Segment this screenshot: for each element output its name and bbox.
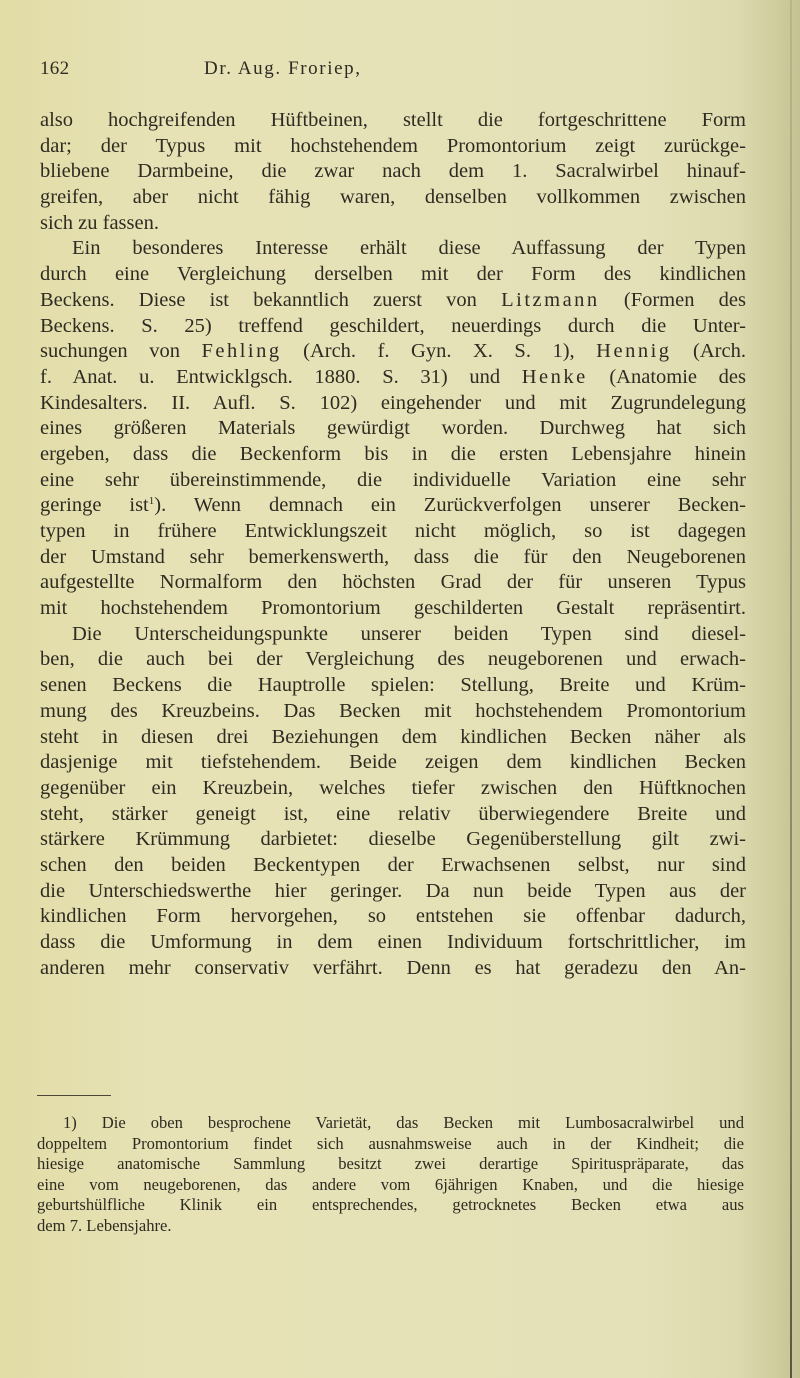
text-line: dasjenige mit tiefstehendem. Beide zeigen dem kindlichen Becken [40, 751, 746, 774]
paragraph-start-line: Die Unterscheidungspunkte unserer beiden Typen sind diesel- [72, 622, 746, 645]
footnote-separator-rule [37, 1095, 111, 1096]
text-line: eines größeren Materials gewürdigt worden. Durchweg hat sich [40, 417, 746, 440]
spaced-author-name: Hennig [596, 340, 672, 363]
text-line-with-footnote-ref: geringe ist$^1$). Wenn demnach ein Zurückverfolgen unserer Becken- [40, 494, 746, 517]
text-line: sich zu fassen. [40, 211, 159, 234]
footnote-line: geburtshülfliche Klinik ein entsprechendes, getrocknetes Becken etwa aus [37, 1195, 744, 1215]
footnote-line: dem 7. Lebensjahre. [37, 1215, 172, 1235]
text-line: anderen mehr conservativ verfährt. Denn es hat geradezu den An- [40, 956, 746, 979]
text-line: ergeben, dass die Beckenform bis in die ersten Lebensjahre hinein [40, 442, 746, 465]
running-head: Dr. Aug. Froriep, [204, 58, 362, 79]
spaced-author-name: Fehling [201, 340, 282, 363]
text-line: schen den beiden Beckentypen der Erwachsenen selbst, nur sind [40, 853, 746, 876]
text-line: die Unterschiedswerthe hier geringer. Da nun beide Typen aus der [40, 879, 746, 902]
footnotes [37, 1113, 744, 1237]
text-line: mung des Kreuzbeins. Das Becken mit hochstehendem Promontorium [40, 699, 746, 722]
body-text [40, 108, 746, 981]
text-line: suchungen von Fehling (Arch. f. Gyn. X. S. 1), Hennig (Arch. [40, 340, 746, 363]
footnote-line: 1) Die oben besprochene Varietät, das Becken mit Lumbosacralwirbel und [63, 1113, 744, 1132]
text-line: Kindesalters. II. Aufl. S. 102) eingehender und mit Zugrundelegung [40, 391, 746, 414]
text-line: der Umstand sehr bemerkenswerth, dass die für den Neugeborenen [40, 545, 746, 568]
text-line: dass die Umformung in dem einen Individuum fortschrittlicher, im [40, 931, 746, 953]
page-header [40, 58, 740, 88]
text-line: senen Beckens die Hauptrolle spielen: Stellung, Breite und Krüm- [40, 674, 746, 697]
text-line: also hochgreifenden Hüftbeinen, stellt die fortgeschrittene Form [40, 109, 746, 131]
paragraph-start-line: Ein besonderes Interesse erhält diese Auffassung der Typen [72, 237, 746, 260]
text-line: aufgestellte Normalform den höchsten Grad der für unseren Typus [40, 571, 746, 594]
page-number: 162 [40, 58, 70, 79]
spaced-author-name: Henke [521, 365, 588, 388]
spaced-author-name: Litzmann [501, 288, 600, 311]
text-line: gegenüber ein Kreuzbein, welches tiefer zwischen den Hüftknochen [40, 776, 746, 799]
text-line: typen in frühere Entwicklungszeit nicht möglich, so ist dagegen [40, 520, 746, 542]
text-line: bliebene Darmbeine, die zwar nach dem 1. Sacralwirbel hinauf- [40, 160, 746, 183]
text-line: stärkere Krümmung darbietet: dieselbe Gegenüberstellung gilt zwi- [40, 828, 746, 851]
footnote-line: hiesige anatomische Sammlung besitzt zwei derartige Spirituspräparate, das [37, 1154, 744, 1174]
text-line: greifen, aber nicht fähig waren, denselben vollkommen zwischen [40, 186, 746, 209]
text-line: kindlichen Form hervorgehen, so entstehen sie offenbar dadurch, [40, 905, 746, 928]
text-line: ben, die auch bei der Vergleichung des neugeborenen und erwach- [40, 648, 746, 671]
page-edge-shadow [790, 0, 792, 1378]
footnote-line: eine vom neugeborenen, das andere vom 6jährigen Knaben, und die hiesige [37, 1174, 744, 1194]
footnote-reference: 1 [148, 495, 155, 508]
text-line: dar; der Typus mit hochstehendem Promontorium zeigt zurückge- [40, 134, 746, 157]
text-line: steht, stärker geneigt ist, eine relativ überwiegendere Breite und [40, 802, 746, 825]
text-line: Beckens. S. 25) treffend geschildert, neuerdings durch die Unter- [40, 314, 746, 337]
text-line: f. Anat. u. Entwicklgsch. 1880. S. 31) und Henke (Anatomie des [40, 365, 746, 388]
text-line: mit hochstehendem Promontorium geschilderten Gestalt repräsentirt. [40, 597, 746, 620]
text-line: durch eine Vergleichung derselben mit der Form des kindlichen [40, 263, 746, 286]
footnote-line: doppeltem Promontorium findet sich ausnahmsweise auch in der Kindheit; die [37, 1133, 744, 1153]
text-line: eine sehr übereinstimmende, die individuelle Variation eine sehr [40, 468, 746, 491]
text-line: Beckens. Diese ist bekanntlich zuerst von Litzmann (Formen des [40, 288, 746, 311]
text-line: steht in diesen drei Beziehungen dem kindlichen Becken näher als [40, 725, 746, 748]
